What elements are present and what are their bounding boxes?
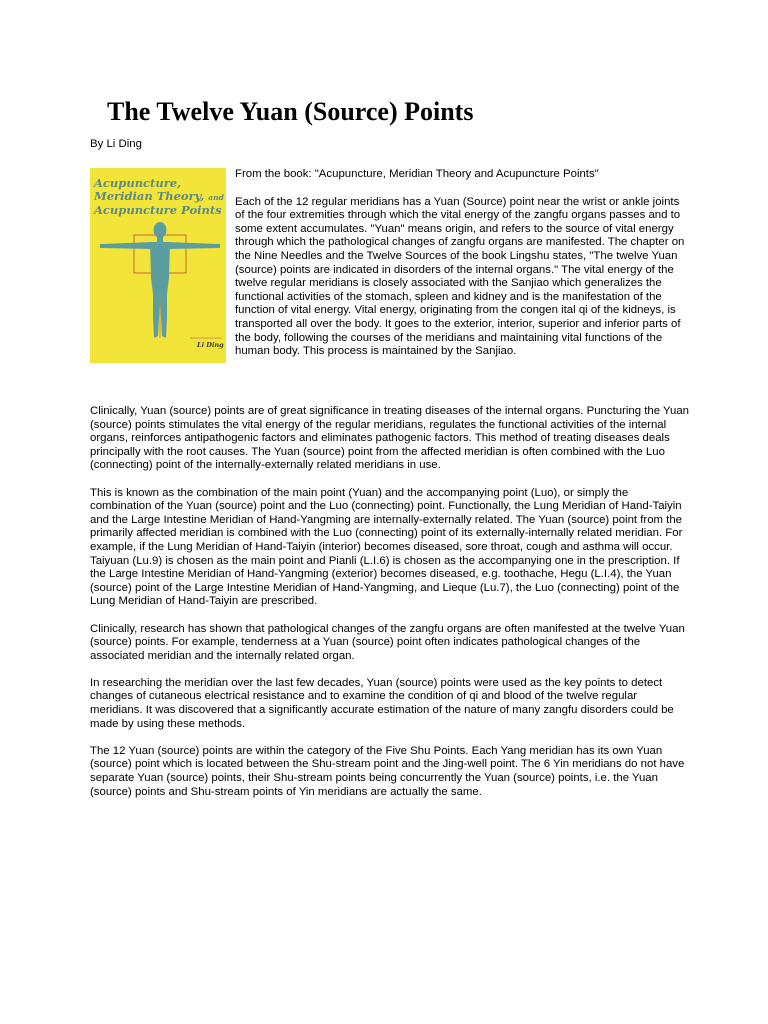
source-line: From the book: "Acupuncture, Meridian Theory and Acupuncture Points" <box>235 168 599 180</box>
paragraph: Clinically, Yuan (source) points are of great significance in treating diseases of the internal organs. Puncturing the Yuan (source) points stimulates the vital energy of the regular meridians, regulates the functional activities of the internal organs, reinforces antipathogenic factors and eliminates pathogenic factors. This method of treating diseases deals principally with the root causes. The Yuan (source) point from the affected meridian is often combined with the Luo (connecting) point of the internally-externally related meridians in use. <box>90 405 689 472</box>
body-paragraphs <box>90 405 690 813</box>
byline: By Li Ding <box>90 138 142 150</box>
cover-author: Li Ding <box>197 341 224 349</box>
book-cover-image <box>90 168 226 363</box>
cover-title: Acupuncture, Meridian Theory, and Acupuncture Points <box>94 176 224 217</box>
paragraph: This is known as the combination of the main point (Yuan) and the accompanying point (Luo), or simply the combination of the Yuan (source) point and the Luo (connecting) point. Functionally, the Lung Meridian of Hand-Taiyin and the Large Intestine Meridian of Hand-Yangming are internally-externally related. The Yuan (source) point from the primarily affected meridian is combined with the Luo (connecting) point of its externally-internally related meridian. For example, if the Lung Meridian of Hand-Taiyin (interior) becomes diseased, sore throat, cough and asthma will occur. Taiyuan (Lu.9) is chosen as the main point and Pianli (L.I.6) is chosen as the accompanying one in the prescription. If the Large Intestine Meridian of Hand-Yangming (exterior) becomes diseased, e.g. toothache, Hegu (L.I.4), the Yuan (source) point of the Large Intestine Meridian of Hand-Yangming, and Lieque (Lu.7), the Luo (connecting) point of the Lung Meridian of Hand-Taiyin are prescribed. <box>90 486 683 608</box>
paragraph: The 12 Yuan (source) points are within the category of the Five Shu Points. Each Yang meridian has its own Yuan (source) point which is located between the Shu-stream point and the Jing-well point. The 6 Yin meridians do not have separate Yuan (source) points, their Shu-stream points being concurrently the Yuan (source) points, i.e. the Yuan (source) points and Shu-stream points of Yin meridians are actually the same. <box>90 744 685 798</box>
intro-section <box>90 168 690 373</box>
paragraph: Clinically, research has shown that pathological changes of the zangfu organs are often manifested at the twelve Yuan (source) points. For example, tenderness at a Yuan (source) point often indicates pathological changes of the associated meridian and the internally related organ. <box>90 622 685 662</box>
paragraph: In researching the meridian over the last few decades, Yuan (source) points were used as the key points to detect changes of cutaneous electrical resistance and to examine the condition of qi and blood of the twelve regular meridians. It was discovered that a significantly accurate estimation of the nature of many zangfu disorders could be made by using these methods. <box>90 676 674 730</box>
page-title: The Twelve Yuan (Source) Points <box>107 97 474 126</box>
intro-paragraph: Each of the 12 regular meridians has a Yuan (Source) point near the wrist or ankle joints of the four extremities through which the vital energy of the zangfu organs passes and to some extent accumulates. "Yuan" means origin, and refers to the source of vital energy through which the pathological changes of zangfu organs are manifested. The chapter on the Nine Needles and the Twelve Sources of the book Lingshu states, "The twelve Yuan (source) points are indicated in disorders of the internal organs." The vital energy of the twelve regular meridians is closely associated with the Sanjiao which generalizes the functional activities of the stomach, spleen and kidney and is the manifestation of the function of vital energy. Vital energy, originating from the congen ital qi of the kidneys, is transported all over the body. It goes to the exterior, interior, superior and inferior parts of the body, following the courses of the meridians and maintaining vital functions of the human body. This process is maintained by the Sanjiao. <box>235 195 685 358</box>
